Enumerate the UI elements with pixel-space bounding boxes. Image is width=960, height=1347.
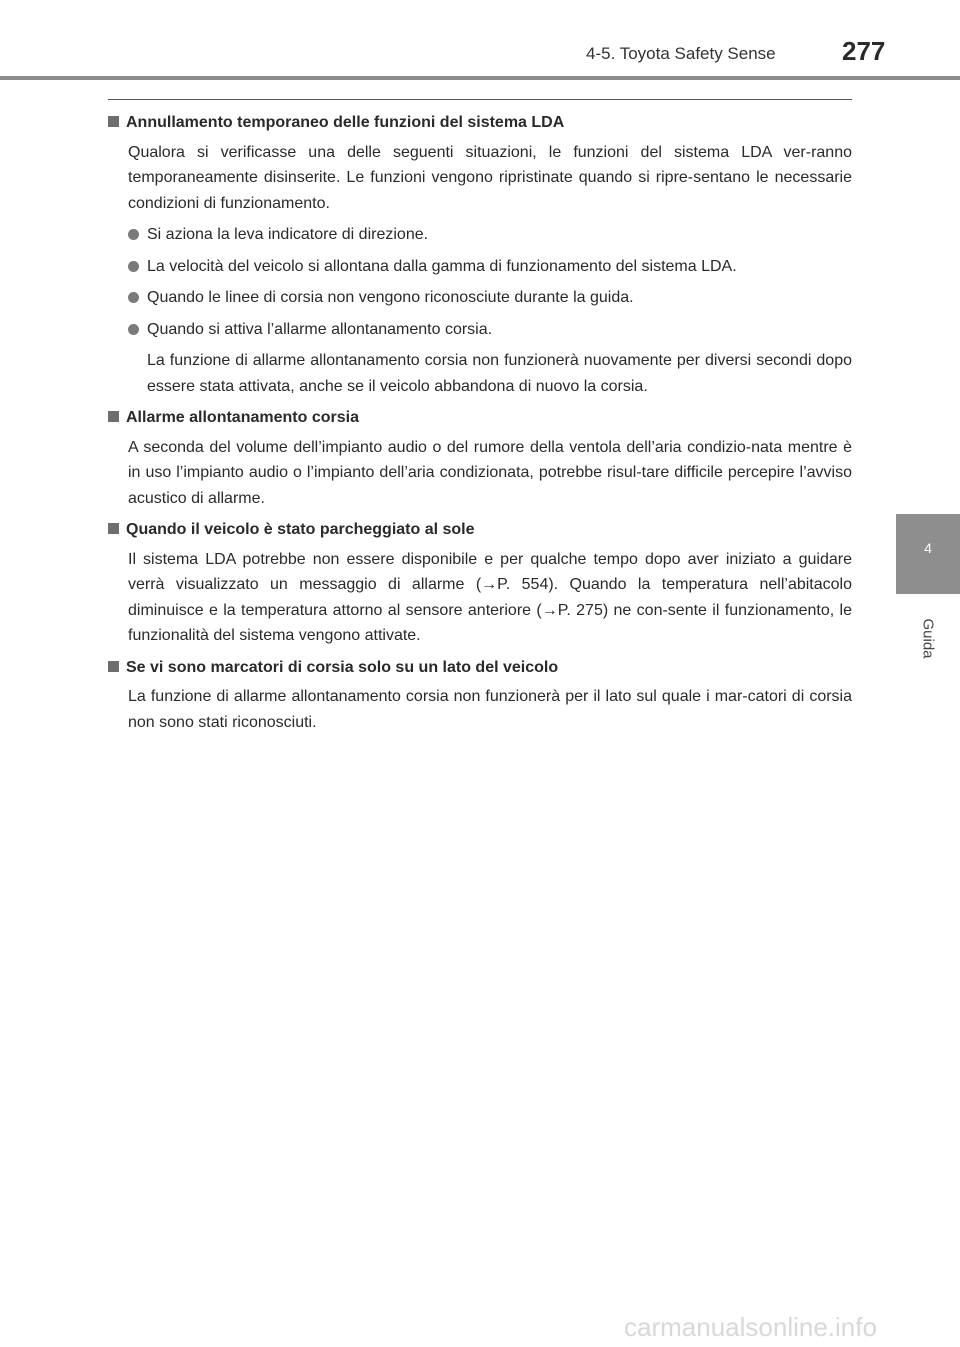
page-content <box>108 110 852 741</box>
section-heading-text: Se vi sono marcatori di corsia solo su un lato del veicolo <box>126 658 559 676</box>
section-heading-text: Allarme allontanamento corsia <box>126 409 359 426</box>
section-heading <box>108 110 852 136</box>
chapter-label: Guida <box>919 618 937 659</box>
list-item <box>128 285 852 311</box>
page-header <box>0 0 960 80</box>
list-item-text: Si aziona la leva indicatore di direzione. <box>147 226 429 243</box>
section-block <box>108 405 852 511</box>
circle-bullet-icon <box>128 261 139 272</box>
section-heading-text: Quando il veicolo è stato parcheggiato al sole <box>126 521 475 538</box>
section-heading <box>108 517 852 543</box>
square-bullet-icon <box>108 116 119 127</box>
chapter-number: 4 <box>924 540 932 556</box>
section-heading-text: Annullamento temporaneo delle funzioni del sistema LDA <box>126 114 565 131</box>
circle-bullet-icon <box>128 324 139 335</box>
section-heading <box>108 405 852 431</box>
square-bullet-icon <box>108 523 119 534</box>
list-item <box>128 222 852 248</box>
square-bullet-icon <box>108 661 119 672</box>
chapter-label-box <box>896 600 960 680</box>
watermark: carmanualsonline.info <box>624 1312 877 1342</box>
list-item-note: La funzione di allarme allontanamento corsia non funzionerà nuovamente per diversi secondi dopo essere stata attivata, anche se il veicolo abbandona di nuovo la corsia. <box>147 352 852 395</box>
section-paragraph: Il sistema LDA potrebbe non essere disponibile e per qualche tempo dopo aver iniziato a guidare verrà visualizzato un messaggio di allarme (→P. 554). Quando la temperatura nell’abitacolo diminuisce e la temperatura attorno al sensore anteriore (→P. 275) ne con-sente il funzionamento, le funzionalità del sistema vengono attivate. <box>128 550 852 644</box>
chapter-tab <box>896 514 960 594</box>
section-block <box>108 517 852 649</box>
section-block <box>108 110 852 399</box>
section-title: 4-5. Toyota Safety Sense <box>586 44 776 63</box>
list-item-text: Quando si attiva l’allarme allontanamento corsia. <box>147 320 493 338</box>
list-item <box>128 254 852 280</box>
section-heading <box>108 655 852 681</box>
page-number: 277 <box>842 36 886 66</box>
header-divider <box>0 76 960 80</box>
square-bullet-icon <box>108 411 119 422</box>
section-paragraph: A seconda del volume dell’impianto audio o del rumore della ventola dell’aria condizio-nata mentre è in uso l’impianto audio o l’impianto dell’aria condizionata, potrebbe risul-tare difficile percepire l’avviso acustico di allarme. <box>128 438 852 507</box>
circle-bullet-icon <box>128 229 139 240</box>
circle-bullet-icon <box>128 292 139 303</box>
section-block <box>108 655 852 736</box>
list-item-text: Quando le linee di corsia non vengono riconosciute durante la guida. <box>147 289 634 306</box>
content-divider <box>108 99 852 100</box>
list-item <box>128 317 852 343</box>
section-paragraph: Qualora si verificasse una delle seguenti situazioni, le funzioni del sistema LDA ver-ranno temporaneamente disinserite. Le funzioni vengono ripristinate quando si ripre-sentano le necessarie condizioni di funzionamento. <box>128 143 852 212</box>
list-item-text: La velocità del veicolo si allontana dalla gamma di funzionamento del sistema LDA. <box>147 257 737 275</box>
section-paragraph: La funzione di allarme allontanamento corsia non funzionerà per il lato sul quale i mar-catori di corsia non sono stati riconosciuti. <box>128 688 852 731</box>
